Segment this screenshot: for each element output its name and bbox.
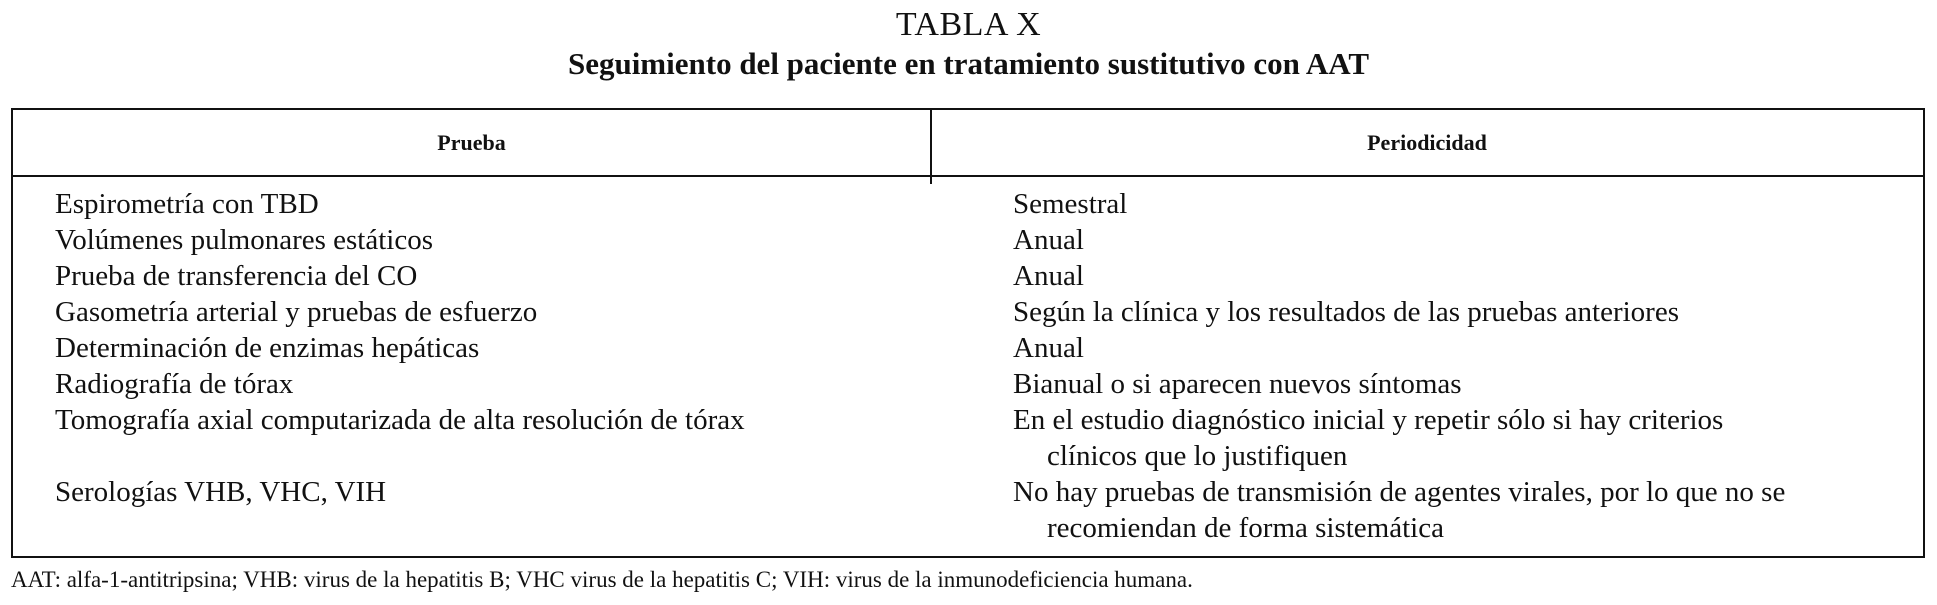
table-label: TABLA X xyxy=(895,6,1042,43)
frequency-text: Bianual o si aparecen nuevos síntomas xyxy=(1013,368,1462,400)
test-cell: Prueba de transferencia del CO xyxy=(55,260,418,292)
table-row xyxy=(13,402,1923,474)
table-row xyxy=(13,474,1923,546)
test-cell: Determinación de enzimas hepáticas xyxy=(55,332,480,364)
frequency-cell xyxy=(1013,402,1923,474)
follow-up-table xyxy=(11,108,1925,558)
frequency-cell xyxy=(1013,474,1923,546)
frequency-text: No hay pruebas de transmisión de agentes virales, por lo que no se xyxy=(1013,476,1786,508)
frequency-cell xyxy=(1013,366,1923,402)
table-row xyxy=(13,258,1923,294)
table-row xyxy=(13,330,1923,366)
table-body xyxy=(13,186,1923,546)
header-rule xyxy=(13,175,1923,177)
frequency-cell xyxy=(1013,222,1923,258)
test-cell: Espirometría con TBD xyxy=(55,188,319,220)
table-footnote: AAT: alfa-1-antitripsina; VHB: virus de la hepatitis B; VHC virus de la hepatitis C; VIH: virus de la inmunodeficiencia humana. xyxy=(11,567,1193,592)
table-row xyxy=(13,366,1923,402)
frequency-cell xyxy=(1013,258,1923,294)
frequency-text-continuation: recomiendan de forma sistemática xyxy=(1047,512,1444,544)
frequency-text: Anual xyxy=(1013,224,1084,256)
table-row xyxy=(13,186,1923,222)
test-cell: Radiografía de tórax xyxy=(55,368,294,400)
table-row xyxy=(13,294,1923,330)
test-cell: Tomografía axial computarizada de alta resolución de tórax xyxy=(55,404,745,436)
test-cell: Gasometría arterial y pruebas de esfuerzo xyxy=(55,296,538,328)
column-header-prueba: Prueba xyxy=(437,130,506,155)
column-header-periodicidad: Periodicidad xyxy=(1367,130,1487,155)
frequency-text: En el estudio diagnóstico inicial y repetir sólo si hay criterios xyxy=(1013,404,1724,436)
table-row xyxy=(13,222,1923,258)
frequency-text: Según la clínica y los resultados de las pruebas anteriores xyxy=(1013,296,1679,328)
frequency-cell xyxy=(1013,186,1923,222)
test-cell: Serologías VHB, VHC, VIH xyxy=(55,476,387,508)
frequency-text: Anual xyxy=(1013,260,1084,292)
frequency-cell xyxy=(1013,294,1923,330)
frequency-text-continuation: clínicos que lo justifiquen xyxy=(1047,440,1348,472)
test-cell: Volúmenes pulmonares estáticos xyxy=(55,224,434,256)
frequency-text: Semestral xyxy=(1013,188,1128,220)
frequency-text: Anual xyxy=(1013,332,1084,364)
frequency-cell xyxy=(1013,330,1923,366)
table-title: Seguimiento del paciente en tratamiento sustitutivo con AAT xyxy=(567,46,1370,81)
